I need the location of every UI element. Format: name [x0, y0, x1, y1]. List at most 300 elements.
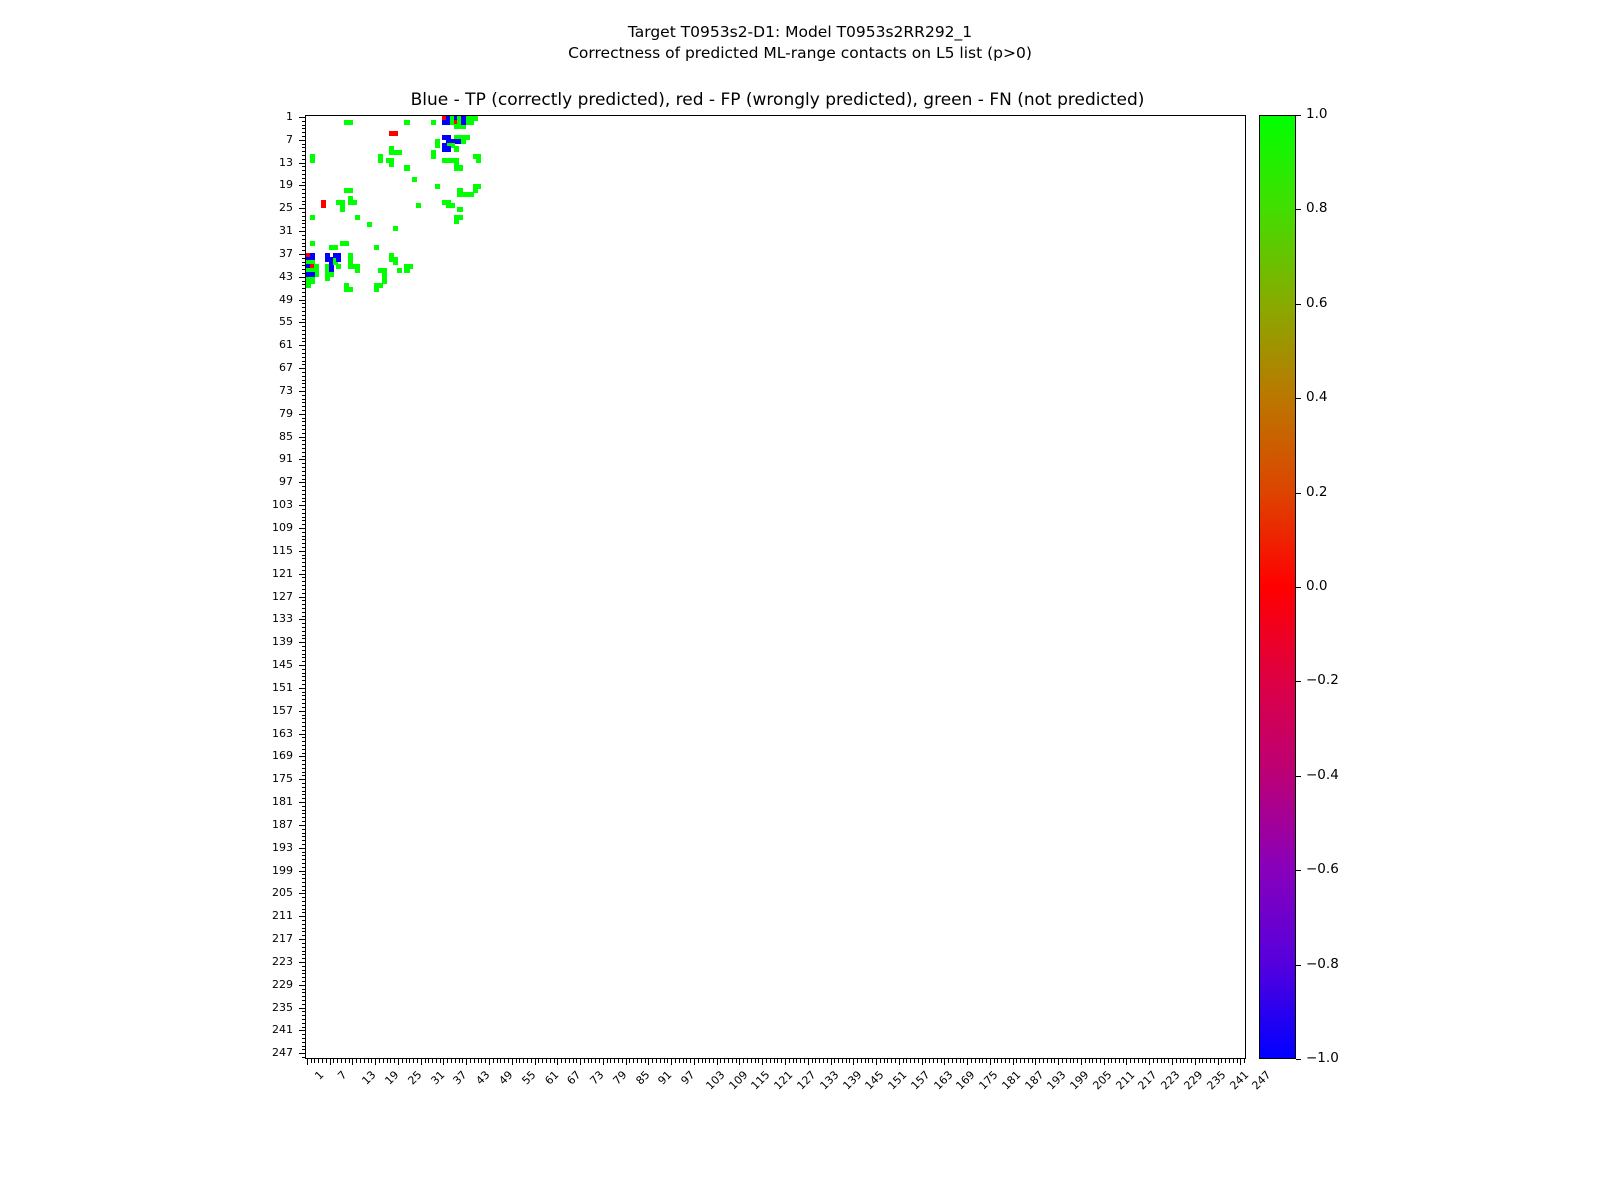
x-tick-minor [481, 1059, 482, 1063]
x-tick-minor [1130, 1059, 1131, 1063]
x-tick-minor [371, 1059, 372, 1063]
x-tick-minor [425, 1059, 426, 1063]
x-tick-minor [872, 1059, 873, 1063]
y-tick-major [299, 231, 305, 232]
x-tick-major [831, 1059, 832, 1065]
x-tick-minor [531, 1059, 532, 1063]
contact-cell [435, 143, 440, 148]
x-tick-minor [573, 1059, 574, 1063]
y-tick-major [299, 437, 305, 438]
colorbar-tick [1296, 776, 1301, 777]
contact-cell [325, 276, 330, 281]
x-tick-minor [1157, 1059, 1158, 1063]
x-tick-minor [683, 1059, 684, 1063]
y-tick-major [299, 1053, 305, 1054]
y-tick-major [299, 277, 305, 278]
x-tick-minor [891, 1059, 892, 1063]
contact-cell [333, 245, 338, 250]
x-axis-label: 67 [564, 1068, 584, 1088]
y-tick-major [299, 802, 305, 803]
x-tick-minor [1066, 1059, 1067, 1063]
y-tick-minor [302, 383, 306, 384]
y-tick-major [299, 939, 305, 940]
y-axis-label: 67 [279, 361, 293, 375]
x-tick-major [899, 1059, 900, 1065]
x-tick-minor [1183, 1059, 1184, 1063]
x-tick-minor [895, 1059, 896, 1063]
x-tick-minor [986, 1059, 987, 1063]
y-tick-minor [302, 1023, 306, 1024]
x-tick-major [1172, 1059, 1173, 1065]
y-tick-major [299, 642, 305, 643]
y-tick-major [299, 711, 305, 712]
y-tick-minor [302, 836, 306, 837]
y-tick-minor [302, 855, 306, 856]
y-tick-minor [302, 319, 306, 320]
y-axis-label: 193 [272, 840, 293, 854]
x-tick-minor [546, 1059, 547, 1063]
x-tick-major [1218, 1059, 1219, 1065]
y-tick-minor [302, 593, 306, 594]
x-tick-major [466, 1059, 467, 1065]
x-axis-label: 181 [999, 1068, 1024, 1093]
x-tick-major [330, 1059, 331, 1065]
y-tick-minor [302, 703, 306, 704]
colorbar-tick-label: 0.0 [1306, 578, 1328, 594]
y-tick-minor [302, 315, 306, 316]
contact-cell [340, 207, 345, 212]
x-tick-minor [584, 1059, 585, 1063]
contact-cell [397, 268, 402, 273]
y-tick-minor [302, 943, 306, 944]
y-tick-minor [302, 189, 306, 190]
y-tick-minor [302, 813, 306, 814]
x-tick-minor [1054, 1059, 1055, 1063]
y-tick-minor [302, 1011, 306, 1012]
y-tick-minor [302, 1046, 306, 1047]
y-tick-minor [302, 155, 306, 156]
contact-cell [446, 146, 451, 151]
x-tick-minor [660, 1059, 661, 1063]
contact-cell [336, 257, 341, 262]
x-tick-minor [982, 1059, 983, 1063]
y-tick-minor [302, 798, 306, 799]
x-tick-minor [865, 1059, 866, 1063]
contact-cell [404, 120, 409, 125]
x-axis-label: 85 [633, 1068, 653, 1088]
y-tick-major [299, 688, 305, 689]
y-tick-minor [302, 498, 306, 499]
colorbar-tick-label: −0.8 [1306, 955, 1339, 972]
x-tick-minor [1043, 1059, 1044, 1063]
colorbar-tick-label: 1.0 [1306, 106, 1328, 122]
y-tick-minor [302, 669, 306, 670]
x-tick-major [421, 1059, 422, 1065]
y-tick-minor [302, 326, 306, 327]
y-tick-minor [302, 220, 306, 221]
colorbar-tick-label: −1.0 [1306, 1050, 1339, 1066]
x-axis-label: 103 [703, 1068, 728, 1093]
y-tick-minor [302, 227, 306, 228]
y-tick-minor [302, 235, 306, 236]
x-tick-minor [383, 1059, 384, 1063]
contact-cell [348, 120, 353, 125]
y-tick-minor [302, 444, 306, 445]
y-tick-major [299, 756, 305, 757]
y-axis-label: 187 [272, 817, 293, 831]
y-tick-minor [302, 981, 306, 982]
y-tick-minor [302, 490, 306, 491]
y-tick-minor [302, 364, 306, 365]
y-tick-minor [302, 159, 306, 160]
y-tick-minor [302, 749, 306, 750]
y-tick-minor [302, 623, 306, 624]
x-tick-minor [390, 1059, 391, 1063]
x-axis-label: 109 [726, 1068, 751, 1093]
y-tick-minor [302, 262, 306, 263]
colorbar-tick [1296, 304, 1301, 305]
contact-cell [431, 154, 436, 159]
x-axis-label: 193 [1044, 1068, 1069, 1093]
y-tick-minor [302, 524, 306, 525]
x-tick-minor [834, 1059, 835, 1063]
x-tick-minor [979, 1059, 980, 1063]
x-axis-label: 121 [771, 1068, 796, 1093]
x-tick-minor [478, 1059, 479, 1063]
contact-cell [348, 287, 353, 292]
y-tick-minor [302, 935, 306, 936]
y-tick-minor [302, 269, 306, 270]
title-line-1: Target T0953s2-D1: Model T0953s2RR292_1 [627, 23, 973, 41]
y-tick-minor [302, 1042, 306, 1043]
y-axis-label: 157 [272, 703, 293, 717]
x-tick-minor [698, 1059, 699, 1063]
y-axis-label: 115 [272, 543, 293, 557]
x-tick-major [785, 1059, 786, 1065]
contact-cell [469, 120, 474, 125]
x-tick-minor [846, 1059, 847, 1063]
x-tick-minor [523, 1059, 524, 1063]
y-tick-minor [302, 429, 306, 430]
x-tick-minor [1142, 1059, 1143, 1063]
x-tick-minor [732, 1059, 733, 1063]
title-line-2: Correctness of predicted ML-range contacts on L5 list (p>0) [568, 44, 1032, 62]
y-tick-major [299, 117, 305, 118]
x-tick-minor [1024, 1059, 1025, 1063]
x-axis-label: 115 [748, 1068, 773, 1093]
y-tick-minor [302, 928, 306, 929]
x-tick-minor [766, 1059, 767, 1063]
contact-cell [435, 184, 440, 189]
y-tick-minor [302, 258, 306, 259]
y-tick-minor [302, 125, 306, 126]
y-tick-major [299, 893, 305, 894]
contact-cell [310, 215, 315, 220]
y-tick-minor [302, 265, 306, 266]
y-tick-minor [302, 402, 306, 403]
y-tick-minor [302, 951, 306, 952]
y-tick-minor [302, 330, 306, 331]
x-tick-minor [948, 1059, 949, 1063]
y-tick-minor [302, 281, 306, 282]
y-tick-major [299, 322, 305, 323]
contact-cell [465, 135, 470, 140]
x-tick-minor [345, 1059, 346, 1063]
x-tick-minor [322, 1059, 323, 1063]
y-tick-minor [302, 376, 306, 377]
x-tick-minor [364, 1059, 365, 1063]
x-tick-minor [800, 1059, 801, 1063]
x-tick-minor [542, 1059, 543, 1063]
x-axis-label: 13 [359, 1068, 379, 1088]
contact-cell [374, 287, 379, 292]
x-tick-minor [1180, 1059, 1181, 1063]
y-tick-minor [302, 520, 306, 521]
x-axis-label: 97 [678, 1068, 698, 1088]
x-tick-major [853, 1059, 854, 1065]
y-tick-major [299, 368, 305, 369]
x-tick-minor [337, 1059, 338, 1063]
chart-title [0, 22, 1600, 64]
contact-map-cells [306, 116, 1245, 1058]
y-tick-minor [302, 1004, 306, 1005]
y-tick-minor [302, 338, 306, 339]
x-tick-minor [918, 1059, 919, 1063]
y-tick-major [299, 574, 305, 575]
x-tick-minor [1039, 1059, 1040, 1063]
y-tick-minor [302, 425, 306, 426]
x-tick-minor [933, 1059, 934, 1063]
y-tick-minor [302, 673, 306, 674]
y-tick-minor [302, 760, 306, 761]
contact-cell [310, 158, 315, 163]
y-tick-major [299, 345, 305, 346]
y-tick-minor [302, 361, 306, 362]
y-tick-major [299, 459, 305, 460]
x-tick-minor [436, 1059, 437, 1063]
y-tick-minor [302, 284, 306, 285]
y-tick-minor [302, 722, 306, 723]
y-axis-label: 109 [272, 521, 293, 534]
x-tick-minor [906, 1059, 907, 1063]
y-tick-minor [302, 585, 306, 586]
y-axis-label: 1 [286, 109, 293, 123]
y-tick-minor [302, 791, 306, 792]
x-tick-minor [705, 1059, 706, 1063]
y-axis-label: 61 [279, 338, 293, 352]
y-tick-minor [302, 1049, 306, 1050]
x-tick-minor [432, 1059, 433, 1063]
contact-cell [461, 120, 466, 125]
x-axis-label: 49 [496, 1068, 516, 1088]
y-axis-label: 97 [279, 475, 293, 489]
y-tick-minor [302, 817, 306, 818]
x-tick-minor [588, 1059, 589, 1063]
contact-cell [393, 260, 398, 265]
x-tick-minor [815, 1059, 816, 1063]
x-axis-label: 79 [610, 1068, 630, 1088]
y-tick-minor [302, 867, 306, 868]
y-tick-minor [302, 886, 306, 887]
x-tick-minor [1191, 1059, 1192, 1063]
x-tick-minor [1206, 1059, 1207, 1063]
contact-cell [476, 158, 481, 163]
x-tick-minor [702, 1059, 703, 1063]
x-tick-minor [914, 1059, 915, 1063]
x-tick-minor [1077, 1059, 1078, 1063]
x-tick-minor [527, 1059, 528, 1063]
x-tick-minor [747, 1059, 748, 1063]
x-tick-minor [751, 1059, 752, 1063]
x-tick-minor [1016, 1059, 1017, 1063]
x-tick-major [1104, 1059, 1105, 1065]
y-tick-minor [302, 334, 306, 335]
x-axis-label: 241 [1226, 1068, 1252, 1093]
y-tick-minor [302, 440, 306, 441]
y-tick-minor [302, 547, 306, 548]
y-tick-minor [302, 699, 306, 700]
x-axis-label: 73 [587, 1068, 607, 1088]
x-tick-minor [679, 1059, 680, 1063]
y-axis-label: 127 [272, 589, 293, 603]
x-axis-label: 205 [1090, 1068, 1115, 1093]
y-tick-major [299, 665, 305, 666]
y-tick-minor [302, 638, 306, 639]
y-tick-minor [302, 147, 306, 148]
x-tick-minor [796, 1059, 797, 1063]
y-tick-minor [302, 178, 306, 179]
y-tick-minor [302, 616, 306, 617]
y-tick-minor [302, 920, 306, 921]
x-tick-minor [713, 1059, 714, 1063]
y-tick-major [299, 414, 305, 415]
y-tick-minor [302, 840, 306, 841]
x-tick-minor [406, 1059, 407, 1063]
colorbar-tick [1296, 1059, 1301, 1060]
x-axis-label: 19 [382, 1068, 402, 1088]
x-tick-minor [504, 1059, 505, 1063]
x-tick-minor [1085, 1059, 1086, 1063]
x-tick-minor [591, 1059, 592, 1063]
y-tick-minor [302, 718, 306, 719]
x-tick-minor [686, 1059, 687, 1063]
y-tick-minor [302, 418, 306, 419]
x-tick-minor [1032, 1059, 1033, 1063]
y-tick-minor [302, 684, 306, 685]
x-tick-major [1081, 1059, 1082, 1065]
x-axis-label: 229 [1181, 1068, 1206, 1093]
y-tick-minor [302, 452, 306, 453]
x-tick-minor [576, 1059, 577, 1063]
y-tick-minor [302, 650, 306, 651]
x-tick-minor [1028, 1059, 1029, 1063]
y-tick-minor [302, 562, 306, 563]
x-axis-label: 7 [334, 1068, 350, 1083]
y-tick-minor [302, 174, 306, 175]
x-tick-major [398, 1059, 399, 1065]
y-tick-minor [302, 380, 306, 381]
x-tick-minor [497, 1059, 498, 1063]
x-tick-minor [318, 1059, 319, 1063]
x-tick-minor [1161, 1059, 1162, 1063]
y-tick-minor [302, 874, 306, 875]
colorbar-tick [1296, 115, 1301, 116]
x-tick-minor [1070, 1059, 1071, 1063]
contact-cell [457, 165, 462, 170]
x-tick-minor [1210, 1059, 1211, 1063]
y-axis-label: 91 [279, 452, 293, 466]
y-tick-minor [302, 566, 306, 567]
colorbar-tick [1296, 587, 1301, 588]
x-tick-major [375, 1059, 376, 1065]
colorbar-tick-label: −0.6 [1306, 861, 1339, 878]
y-tick-minor [302, 897, 306, 898]
y-tick-minor [302, 296, 306, 297]
x-tick-major [307, 1059, 308, 1065]
y-tick-minor [302, 947, 306, 948]
x-tick-major [876, 1059, 877, 1065]
y-axis-label: 181 [272, 795, 293, 809]
y-tick-minor [302, 197, 306, 198]
colorbar-tick-label: −0.4 [1306, 766, 1339, 783]
y-tick-minor [302, 421, 306, 422]
y-tick-minor [302, 821, 306, 822]
x-tick-minor [360, 1059, 361, 1063]
x-axis-label: 247 [1249, 1068, 1274, 1093]
x-tick-major [762, 1059, 763, 1065]
y-tick-minor [302, 657, 306, 658]
x-tick-minor [455, 1059, 456, 1063]
y-axis-label: 211 [272, 909, 293, 923]
x-tick-minor [656, 1059, 657, 1063]
y-tick-major [299, 871, 305, 872]
y-tick-minor [302, 479, 306, 480]
y-tick-minor [302, 555, 306, 556]
y-tick-minor [302, 223, 306, 224]
y-tick-major [299, 254, 305, 255]
x-tick-minor [960, 1059, 961, 1063]
x-tick-minor [314, 1059, 315, 1063]
x-tick-minor [1214, 1059, 1215, 1063]
y-axis-label: 13 [279, 155, 293, 169]
y-tick-minor [302, 1000, 306, 1001]
contact-cell [389, 131, 394, 136]
y-tick-minor [302, 863, 306, 864]
y-axis-label: 79 [279, 406, 293, 420]
x-axis-label: 211 [1113, 1068, 1138, 1093]
y-axis-label: 43 [279, 269, 293, 283]
x-tick-minor [1123, 1059, 1124, 1063]
x-tick-minor [1115, 1059, 1116, 1063]
x-tick-major [535, 1059, 536, 1065]
y-tick-minor [302, 467, 306, 468]
y-tick-major [299, 848, 305, 849]
y-tick-major [299, 825, 305, 826]
x-tick-minor [781, 1059, 782, 1063]
x-tick-major [1126, 1059, 1127, 1065]
y-tick-major [299, 962, 305, 963]
x-tick-major [1035, 1059, 1036, 1065]
x-axis-label: 61 [541, 1068, 562, 1088]
x-tick-major [648, 1059, 649, 1065]
x-tick-minor [508, 1059, 509, 1063]
y-tick-minor [302, 136, 306, 137]
y-axis-label: 223 [272, 954, 293, 968]
colorbar-tick-label: 0.6 [1306, 294, 1328, 311]
y-tick-minor [302, 536, 306, 537]
x-tick-minor [500, 1059, 501, 1063]
y-tick-minor [302, 132, 306, 133]
